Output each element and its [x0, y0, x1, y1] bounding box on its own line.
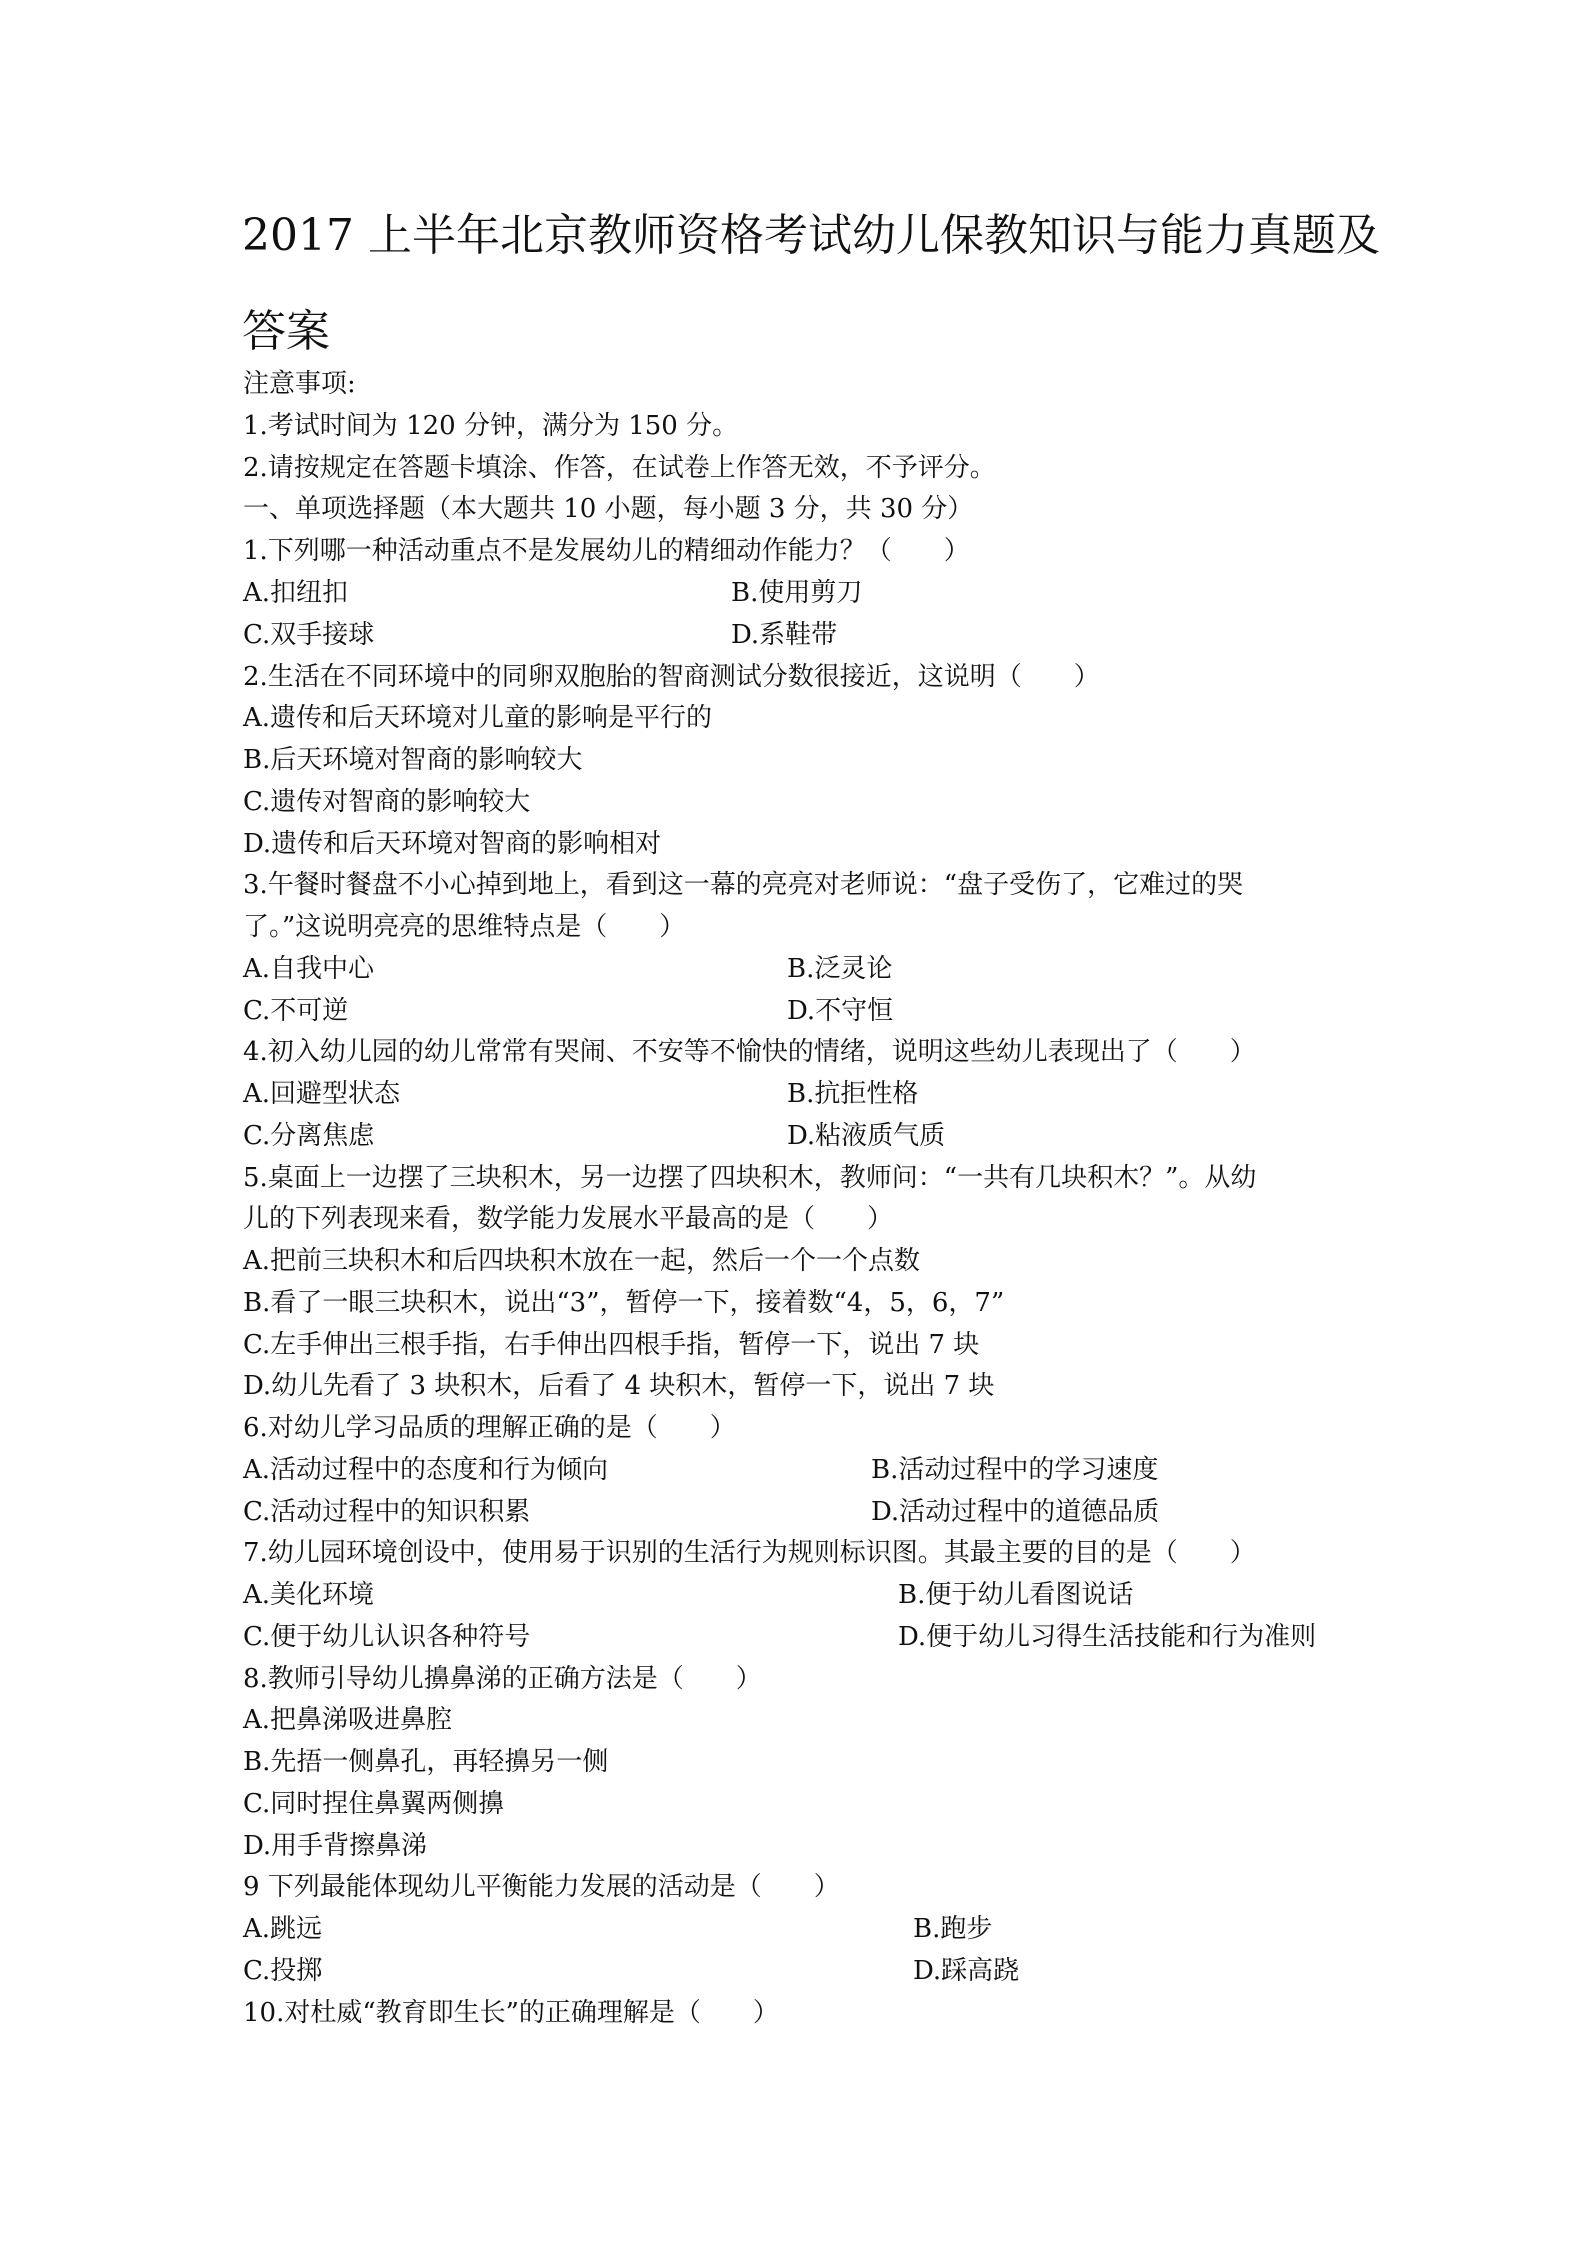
question-5-option-d: D.幼儿先看了 3 块积木，后看了 4 块积木，暂停一下，说出 7 块: [243, 1371, 995, 1401]
question-7-option-b: B.便于幼儿看图说话: [898, 1580, 1134, 1610]
question-3-option-d: D.不守恒: [787, 996, 894, 1026]
question-3-option-b: B.泛灵论: [787, 954, 893, 984]
title-line-1: 2017 上半年北京教师资格考试幼儿保教知识与能力真题及: [242, 210, 1380, 261]
question-4-option-c: C.分离焦虑: [243, 1121, 375, 1151]
question-8-option-a: A.把鼻涕吸进鼻腔: [243, 1705, 453, 1735]
question-8-stem: 8.教师引导幼儿擤鼻涕的正确方法是（ ）: [243, 1664, 762, 1694]
question-3-stem-line-2: 了。”这说明亮亮的思维特点是（ ）: [243, 912, 686, 942]
question-4-option-a: A.回避型状态: [243, 1079, 401, 1109]
question-8-option-b: B.先捂一侧鼻孔，再轻擤另一侧: [243, 1747, 609, 1777]
question-3-option-c: C.不可逆: [243, 996, 349, 1026]
question-4-stem: 4.初入幼儿园的幼儿常常有哭闹、不安等不愉快的情绪，说明这些幼儿表现出了（ ）: [243, 1037, 1256, 1067]
question-8-option-d: D.用手背擦鼻涕: [243, 1831, 428, 1861]
question-9-stem: 9 下列最能体现幼儿平衡能力发展的活动是（ ）: [243, 1872, 840, 1902]
question-9-option-a: A.跳远: [243, 1914, 323, 1944]
question-10-stem: 10.对杜威“教育即生长”的正确理解是（ ）: [243, 1998, 779, 2028]
question-5-stem-line-1: 5.桌面上一边摆了三块积木，另一边摆了四块积木，教师问：“一共有几块积木？”。从幼: [243, 1163, 1257, 1193]
question-6-option-c: C.活动过程中的知识积累: [243, 1497, 531, 1527]
notice-item-1: 1.考试时间为 120 分钟，满分为 150 分。: [243, 411, 739, 441]
question-7-option-d: D.便于幼儿习得生活技能和行为准则: [898, 1622, 1317, 1652]
question-2-option-c: C.遗传对智商的影响较大: [243, 787, 531, 817]
question-4-option-b: B.抗拒性格: [787, 1079, 919, 1109]
question-9-option-b: B.跑步: [913, 1914, 993, 1944]
question-7-stem: 7.幼儿园环境创设中，使用易于识别的生活行为规则标识图。其最主要的目的是（ ）: [243, 1538, 1256, 1568]
question-1-option-c: C.双手接球: [243, 620, 375, 650]
question-2-option-a: A.遗传和后天环境对儿童的影响是平行的: [243, 703, 713, 733]
question-5-stem-line-2: 儿的下列表现来看，数学能力发展水平最高的是（ ）: [243, 1204, 894, 1234]
question-1-option-a: A.扣纽扣: [243, 578, 349, 608]
question-5-option-a: A.把前三块积木和后四块积木放在一起，然后一个一个点数: [243, 1246, 921, 1276]
question-9-option-c: C.投掷: [243, 1956, 323, 1986]
question-6-stem: 6.对幼儿学习品质的理解正确的是（ ）: [243, 1413, 736, 1443]
question-6-option-a: A.活动过程中的态度和行为倾向: [243, 1455, 609, 1485]
question-5-option-c: C.左手伸出三根手指，右手伸出四根手指，暂停一下，说出 7 块: [243, 1330, 980, 1360]
question-1-option-d: D.系鞋带: [731, 620, 838, 650]
question-6-option-b: B.活动过程中的学习速度: [871, 1455, 1159, 1485]
question-3-stem-line-1: 3.午餐时餐盘不小心掉到地上，看到这一幕的亮亮对老师说：“盘子受伤了，它难过的哭: [243, 870, 1244, 900]
notice-heading: 注意事项:: [243, 369, 356, 399]
question-4-option-d: D.粘液质气质: [787, 1121, 946, 1151]
question-1-option-b: B.使用剪刀: [731, 578, 863, 608]
section-heading: 一、单项选择题（本大题共 10 小题，每小题 3 分，共 30 分）: [243, 494, 974, 524]
question-8-option-c: C.同时捏住鼻翼两侧擤: [243, 1789, 505, 1819]
question-7-option-c: C.便于幼儿认识各种符号: [243, 1622, 531, 1652]
title-line-2: 答案: [242, 306, 330, 357]
question-2-option-d: D.遗传和后天环境对智商的影响相对: [243, 829, 662, 859]
question-6-option-d: D.活动过程中的道德品质: [871, 1497, 1160, 1527]
question-9-option-d: D.踩高跷: [913, 1956, 1020, 1986]
question-1-stem: 1.下列哪一种活动重点不是发展幼儿的精细动作能力？（ ）: [243, 536, 970, 566]
notice-item-2: 2.请按规定在答题卡填涂、作答，在试卷上作答无效，不予评分。: [243, 453, 996, 483]
question-7-option-a: A.美化环境: [243, 1580, 375, 1610]
question-2-stem: 2.生活在不同环境中的同卵双胞胎的智商测试分数很接近，这说明（ ）: [243, 662, 1100, 692]
question-2-option-b: B.后天环境对智商的影响较大: [243, 745, 583, 775]
question-5-option-b: B.看了一眼三块积木，说出“3”，暂停一下，接着数“4，5，6，7”: [243, 1288, 1005, 1318]
question-3-option-a: A.自我中心: [243, 954, 375, 984]
